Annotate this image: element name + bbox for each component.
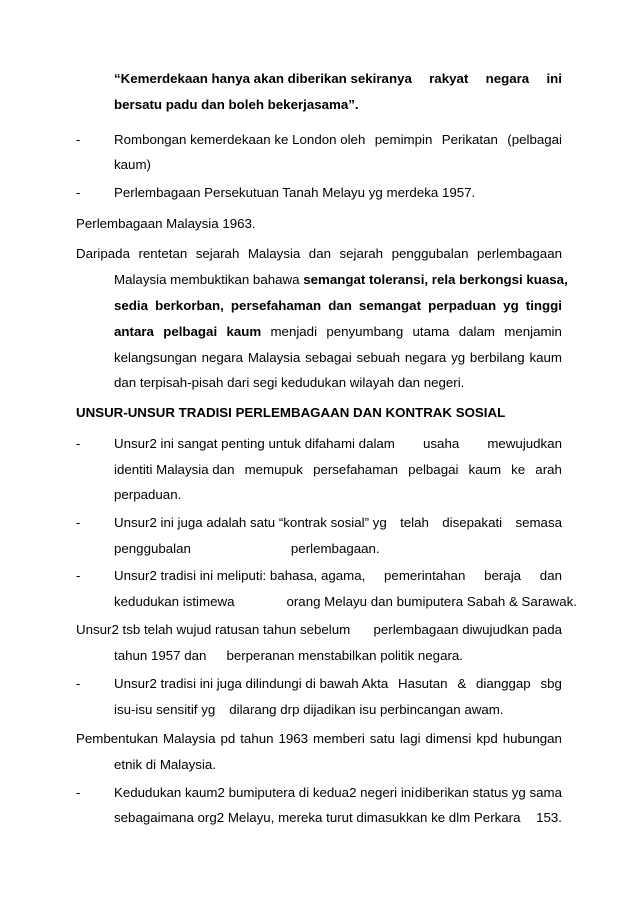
text-fragment: Kedudukan kaum2 bumiputera di kedua2 negeri ini <box>114 785 415 800</box>
text-word: yg <box>503 298 519 313</box>
text-word: memberi <box>313 731 365 746</box>
text-word: sejarah <box>339 246 384 261</box>
perlembagaan-1957-text: Perlembagaan Persekutuan Tanah Melayu yg merdeka 1957. <box>114 185 476 200</box>
bullet-dash: - <box>76 568 81 583</box>
text-word: dan <box>539 568 562 583</box>
text-fragment: Unsur2 tsb telah wujud ratusan tahun sebelum <box>76 622 351 637</box>
text-fragment: isu-isu sensitif yg <box>114 702 216 717</box>
text-word: sebagai <box>305 350 352 365</box>
daripada-line-1 <box>76 246 562 262</box>
text-word: Malaysia <box>247 246 301 261</box>
text-word: pd <box>220 731 236 746</box>
quote-word: negara <box>485 71 530 86</box>
text-word: Malaysia <box>163 731 216 746</box>
kedudukan-line-2 <box>114 810 562 826</box>
text-word: Hasutan <box>398 676 448 691</box>
text-word: kaum <box>529 350 562 365</box>
text-word: dan <box>328 298 352 313</box>
text-fragment: Rombongan kemerdekaan ke London oleh <box>114 132 366 147</box>
rombongan-line-2: kaum) <box>114 157 151 172</box>
bullet-dash: - <box>76 785 81 800</box>
text-fragment: Malaysia membuktikan bahawa <box>114 272 304 287</box>
text-word: utama <box>412 324 450 339</box>
text-word: sejarah <box>195 246 240 261</box>
kontrak-line-2 <box>114 541 380 557</box>
text-word: ke <box>511 462 526 477</box>
text-word: beraja <box>484 568 522 583</box>
text-word: hubungan <box>502 731 562 746</box>
unsur-penting-line-3: perpaduan. <box>114 487 182 502</box>
text-word: penyumbang <box>326 324 404 339</box>
text-word: pelbagai <box>163 324 218 339</box>
text-fragment: Unsur2 ini juga adalah satu “kontrak sosial” yg <box>114 515 387 530</box>
unsur-penting-line-1 <box>114 436 562 452</box>
text-word: persefahaman <box>230 298 322 313</box>
text-word: penggubalan <box>391 246 469 261</box>
akta-line-2 <box>114 702 504 718</box>
text-word: satu <box>369 731 395 746</box>
text-word: 153. <box>536 810 562 825</box>
bullet-dash: - <box>76 436 81 451</box>
text-fragment: Unsur2 ini sangat penting untuk difahami dalam <box>114 436 395 451</box>
text-fragment: sebagaimana org2 Melayu, mereka turut dimasukkan ke dlm Perkara <box>114 810 521 825</box>
text-word: dan <box>308 246 331 261</box>
text-word: dianggap <box>475 676 531 691</box>
text-word: usaha <box>423 436 460 451</box>
kedudukan-line-1 <box>114 785 562 801</box>
text-word: penggubalan <box>114 541 191 556</box>
pembentukan-line-1 <box>76 731 562 747</box>
text-fragment: kedudukan istimewa <box>114 594 235 609</box>
section-heading: UNSUR-UNSUR TRADISI PERLEMBAGAAN DAN KONTRAK SOSIAL <box>76 405 506 420</box>
rombongan-line-1 <box>114 132 562 148</box>
daripada-line-2 <box>114 272 568 288</box>
text-word: arah <box>535 462 562 477</box>
quote-line-1 <box>114 71 562 87</box>
text-word: (pelbagai <box>507 132 562 147</box>
text-word: 1963 <box>278 731 309 746</box>
text-word: pelbagai <box>408 462 459 477</box>
text-word: yg <box>451 350 466 365</box>
text-word: memupuk <box>244 462 303 477</box>
text-word: negara <box>201 350 244 365</box>
text-word: pemerintahan <box>384 568 466 583</box>
quote-line-2: bersatu padu dan boleh bekerjasama”. <box>114 97 359 112</box>
text-word: tinggi <box>525 298 562 313</box>
text-fragment: perlembagaan diwujudkan pada <box>373 622 562 637</box>
text-word: semasa <box>515 515 562 530</box>
text-fragment: orang Melayu dan bumiputera Sabah & Sarawak. <box>286 594 577 609</box>
text-fragment: dilarang drp dijadikan isu perbincangan awam. <box>229 702 504 717</box>
text-word: dalam <box>458 324 495 339</box>
para-1963: Perlembagaan Malaysia 1963. <box>76 216 256 231</box>
text-fragment: tahun 1957 dan <box>114 648 207 663</box>
text-word: Perikatan <box>441 132 498 147</box>
text-word: semangat <box>358 298 421 313</box>
akta-line-1 <box>114 676 562 692</box>
text-word: tahun <box>240 731 274 746</box>
text-word: telah <box>400 515 429 530</box>
text-word: kaum <box>468 462 502 477</box>
text-fragment: diberikan status yg sama <box>414 785 562 800</box>
text-word: dimensi <box>425 731 472 746</box>
text-fragment: berperanan menstabilkan politik negara. <box>226 648 463 663</box>
daripada-line-5 <box>114 350 562 366</box>
bullet-dash: - <box>76 185 81 200</box>
daripada-line-6: dan terpisah-pisah dari segi kedudukan wilayah dan negeri. <box>114 375 465 390</box>
bullet-dash: - <box>76 132 81 147</box>
meliputi-line-1 <box>114 568 562 584</box>
text-word: antara <box>114 324 154 339</box>
quote-word: ini <box>546 71 562 86</box>
unsur-penting-line-2 <box>114 462 562 478</box>
meliputi-line-2 <box>114 594 577 610</box>
text-word: berbilang <box>469 350 525 365</box>
text-word: berkorban, <box>155 298 224 313</box>
text-fragment: Unsur2 tradisi ini juga dilindungi di bawah Akta <box>114 676 389 691</box>
text-fragment: Unsur2 tradisi ini meliputi: bahasa, agama, <box>114 568 366 583</box>
text-fragment: identiti Malaysia dan <box>114 462 235 477</box>
text-word: perlembagaan. <box>290 541 380 556</box>
text-word: perlembagaan <box>476 246 562 261</box>
text-word: sebuah <box>356 350 401 365</box>
text-word: menjadi <box>270 324 318 339</box>
quote-word: rakyat <box>429 71 469 86</box>
text-word: Pembentukan <box>76 731 159 746</box>
text-word: sbg <box>540 676 562 691</box>
text-word: rentetan <box>138 246 188 261</box>
text-word: kpd <box>476 731 498 746</box>
text-word: sedia <box>114 298 149 313</box>
text-word: negara <box>404 350 447 365</box>
text-word: & <box>457 676 467 691</box>
text-word: lagi <box>399 731 421 746</box>
text-word: mewujudkan <box>487 436 562 451</box>
text-word: kaum <box>226 324 262 339</box>
ratusan-line-1 <box>76 622 562 638</box>
text-word: pemimpin <box>374 132 433 147</box>
text-word: kelangsungan <box>114 350 197 365</box>
quote-fragment: “Kemerdekaan hanya akan diberikan sekiranya <box>114 71 412 86</box>
daripada-line-3 <box>114 298 562 314</box>
text-fragment-bold: semangat toleransi, rela berkongsi kuasa, <box>303 272 568 287</box>
pembentukan-line-2: etnik di Malaysia. <box>114 757 216 772</box>
text-word: Daripada <box>76 246 130 261</box>
text-word: menjamin <box>504 324 562 339</box>
daripada-line-4 <box>114 324 562 340</box>
text-word: disepakati <box>442 515 503 530</box>
ratusan-line-2 <box>114 648 463 664</box>
text-word: persefahaman <box>313 462 399 477</box>
kontrak-line-1 <box>114 515 562 531</box>
text-word: Malaysia <box>247 350 301 365</box>
bullet-dash: - <box>76 676 81 691</box>
text-word: perpaduan <box>428 298 497 313</box>
bullet-dash: - <box>76 515 81 530</box>
